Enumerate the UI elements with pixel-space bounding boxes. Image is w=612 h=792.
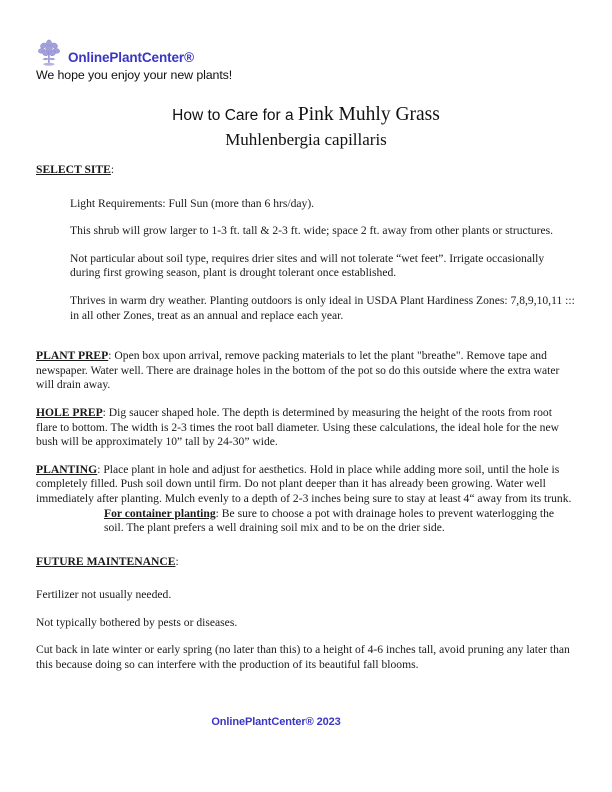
document-body	[36, 163, 576, 673]
select-site-paragraph-4: Thrives in warm dry weather. Planting outdoors is only ideal in USDA Plant Hardiness Zones: 7,8,9,10,11 ::: in all other Zones, treat as an annual and replace each year.	[70, 293, 575, 322]
future-maintenance-label: FUTURE MAINTENANCE	[36, 554, 176, 568]
select-site-paragraph-2: This shrub will grow larger to 1-3 ft. tall & 2-3 ft. wide; space 2 ft. away from other plants or structures.	[70, 224, 554, 238]
future-maintenance-paragraph-3: Cut back in late winter or early spring (no later than this) to a height of 4-6 inches tall, avoid pruning any later than this because doing so can interfere with the production of its beautiful fall blooms.	[36, 643, 570, 672]
planting-body: Place plant in hole and adjust for aesthetics. Hold in place while adding more soil, until the hole is completely filled. Push soil down until firm. Do not plant deeper than it has already been growing. Water well immediately after planting. Mulch evenly to a depth of 2-3 inches being sure to stay at least 4“ away from its trunk.	[36, 462, 572, 505]
container-planting-colon: :	[215, 506, 219, 520]
title-botanical-name: Muhlenbergia capillaris	[225, 130, 387, 149]
title-prefix: How to Care for a	[172, 107, 298, 124]
select-site-colon: :	[110, 163, 115, 176]
future-maintenance-paragraph-1: Fertilizer not usually needed.	[36, 588, 172, 602]
page-title	[36, 104, 576, 150]
section-planting	[36, 463, 576, 507]
hole-prep-body: Dig saucer shaped hole. The depth is determined by measuring the height of the roots from root flare to bottom. The width is 2-3 times the root ball diameter. Using these calculations, the ideal hole for the new bush will be approximately 10” tall by 24-30” wide.	[36, 405, 559, 449]
brand-tagline: We hope you enjoy your new plants!	[36, 68, 233, 82]
section-select-site-heading	[36, 163, 576, 178]
brand-row	[36, 36, 576, 66]
page-footer	[0, 712, 612, 730]
plant-prep-body: Open box upon arrival, remove packing materials to let the plant "breathe". Remove tape and newspaper. Water well. There are drainage holes in the bottom of the pot so do this outside where the extra water will drain away.	[36, 349, 560, 392]
section-container-planting	[104, 507, 576, 536]
select-site-label: SELECT SITE	[36, 163, 111, 176]
plant-prep-label: PLANT PREP	[36, 349, 109, 363]
footer-copyright: OnlinePlantCenter® 2023	[211, 716, 341, 728]
future-maintenance-paragraph-2: Not typically bothered by pests or diseases.	[36, 615, 238, 629]
brand-name: OnlinePlantCenter®	[68, 50, 194, 65]
section-hole-prep	[36, 406, 576, 450]
container-planting-label: For container planting	[104, 506, 216, 520]
title-common-name: Pink Muhly Grass	[297, 104, 440, 125]
select-site-paragraph-1: Light Requirements: Full Sun (more than 6 hrs/day).	[70, 196, 315, 210]
select-site-paragraph-3: Not particular about soil type, requires drier sites and will not tolerate “wet feet”. Irrigate occasionally during first growing season, plant is drought tolerant once established.	[70, 251, 545, 280]
planting-colon: :	[97, 462, 101, 476]
planting-label: PLANTING	[36, 462, 98, 476]
section-plant-prep	[36, 349, 576, 393]
future-maintenance-colon: :	[175, 554, 179, 568]
flower-icon	[36, 38, 62, 67]
hole-prep-label: HOLE PREP	[36, 405, 103, 419]
hole-prep-colon: :	[102, 405, 106, 419]
section-future-maintenance-heading	[36, 555, 576, 570]
brand-header	[36, 36, 576, 83]
plant-prep-colon: :	[108, 349, 112, 363]
container-planting-body: Be sure to choose a pot with drainage holes to prevent waterlogging the soil. The plant prefers a well draining soil mix and to be on the drier side.	[104, 506, 555, 535]
